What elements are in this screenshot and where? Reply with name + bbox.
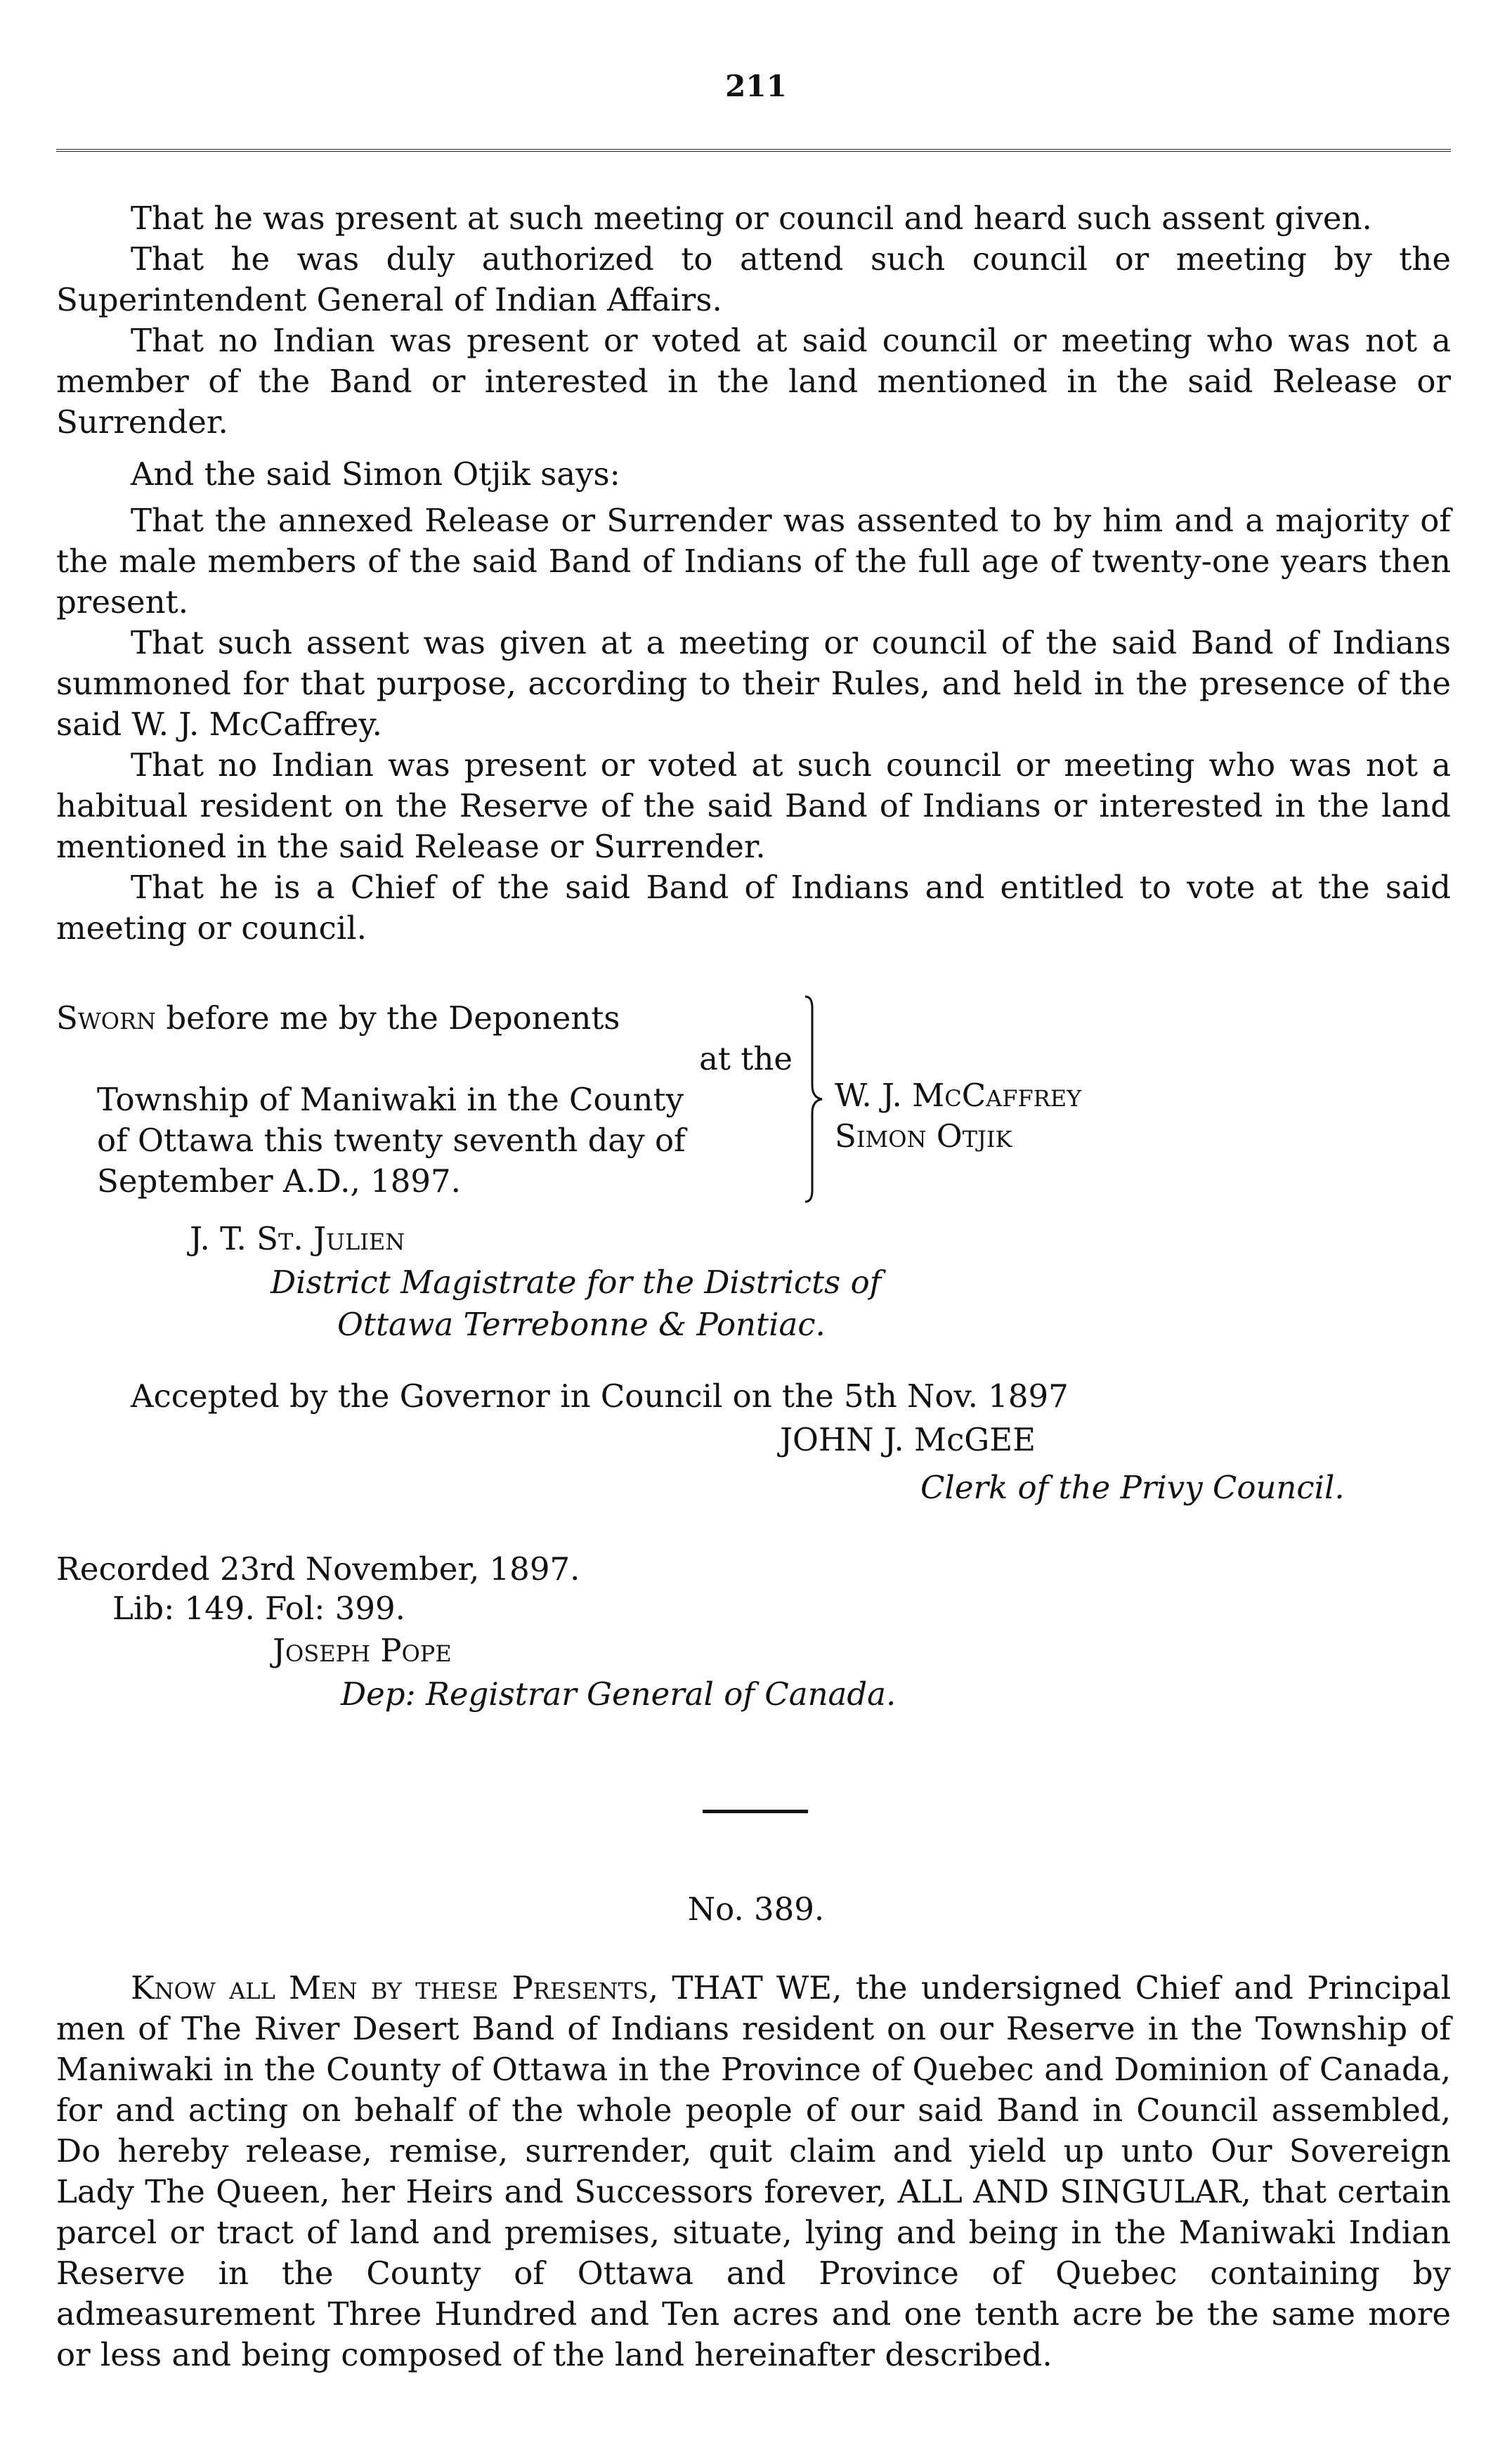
paragraph: That no Indian was present or voted at such council or meeting who was not a habitual resident on the Reserve of the said Band of Indians or interested in the land mentioned in the said Release or Surrender. bbox=[56, 746, 1451, 865]
sworn-line: before me by the Deponents bbox=[166, 999, 620, 1037]
clerk-title: Clerk of the Privy Council. bbox=[920, 1469, 1345, 1506]
magistrate-title: District Magistrate for the Districts of bbox=[271, 1264, 882, 1301]
sworn-line: Township of Maniwaki in the County bbox=[97, 1081, 684, 1118]
sworn-line: September A.D., 1897. bbox=[97, 1162, 461, 1200]
sworn-line: at the bbox=[699, 1040, 793, 1077]
deponent-signatures bbox=[835, 1075, 1081, 1157]
signer-name: Simon Otjik bbox=[835, 1117, 1012, 1155]
paragraph: That such assent was given at a meeting or council of the said Band of Indians summoned for that purpose, according to their Rules, and held in the presence of the said W. J. McCaffrey. bbox=[56, 624, 1451, 743]
know-lead: Know all Men by these Presents, bbox=[131, 1969, 659, 2006]
section-divider bbox=[703, 1810, 808, 1813]
sworn-statement bbox=[56, 998, 793, 1202]
brace-icon bbox=[802, 994, 823, 1205]
paragraph: That no Indian was present or voted at said council or meeting who was not a member of the Band or interested in the land mentioned in the said Release or Surrender. bbox=[56, 322, 1451, 441]
magistrate-title: Ottawa Terrebonne & Pontiac. bbox=[337, 1306, 826, 1343]
paragraph: That he was present at such meeting or council and heard such assent given. bbox=[131, 200, 1372, 237]
surrender-text bbox=[56, 1968, 1451, 2375]
paragraph: And the said Simon Otjik says: bbox=[131, 455, 620, 493]
paragraph: That he is a Chief of the said Band of Indians and entitled to vote at the said meeting or council. bbox=[56, 869, 1451, 947]
know-body: THAT WE, the undersigned Chief and Principal men of The River Desert Band of Indians resident on our Reserve in the Township of Maniwaki in the County of Ottawa in the Province of Quebec and Dominion of Canada, for and acting on behalf of the whole people of our said Band in Council assembled, Do hereby release, remise, surrender, quit claim and yield up unto Our Sovereign Lady The Queen, her Heirs and Successors forever, ALL AND SINGULAR, that certain parcel or tract of land and premises, situate, lying and being in the Maniwaki Indian Reserve in the County of Ottawa and Province of Quebec containing by admeasurement Three Hundred and Ten acres and one tenth acre be the same more or less and being composed of the land hereinafter described. bbox=[56, 1969, 1451, 2373]
magistrate-name: J. T. St. Julien bbox=[190, 1220, 405, 1257]
paragraph: That the annexed Release or Surrender was assented to by him and a majority of the male members of the said Band of Indians of the full age of twenty-one years then present. bbox=[56, 502, 1451, 621]
lib-fol-line: Lib: 149. Fol: 399. bbox=[112, 1590, 405, 1627]
page-number: 211 bbox=[725, 69, 787, 103]
registrar-name: Joseph Pope bbox=[273, 1632, 452, 1669]
paragraph: That he was duly authorized to attend such council or meeting by the Superintendent General of Indian Affairs. bbox=[56, 240, 1451, 318]
accepted-line: Accepted by the Governor in Council on the 5th Nov. 1897 bbox=[131, 1377, 1069, 1415]
sworn-line: of Ottawa this twenty seventh day of bbox=[97, 1122, 686, 1159]
affidavit-text bbox=[56, 198, 1451, 949]
registrar-title: Dep: Registrar General of Canada. bbox=[341, 1675, 897, 1713]
recorded-line: Recorded 23rd November, 1897. bbox=[56, 1550, 580, 1588]
section-number: No. 389. bbox=[687, 1891, 825, 1928]
clerk-name: JOHN J. McGEE bbox=[780, 1421, 1036, 1458]
signer-name: W. J. McCaffrey bbox=[835, 1077, 1082, 1114]
header-rule bbox=[56, 149, 1451, 152]
sworn-word: Sworn bbox=[56, 999, 157, 1037]
